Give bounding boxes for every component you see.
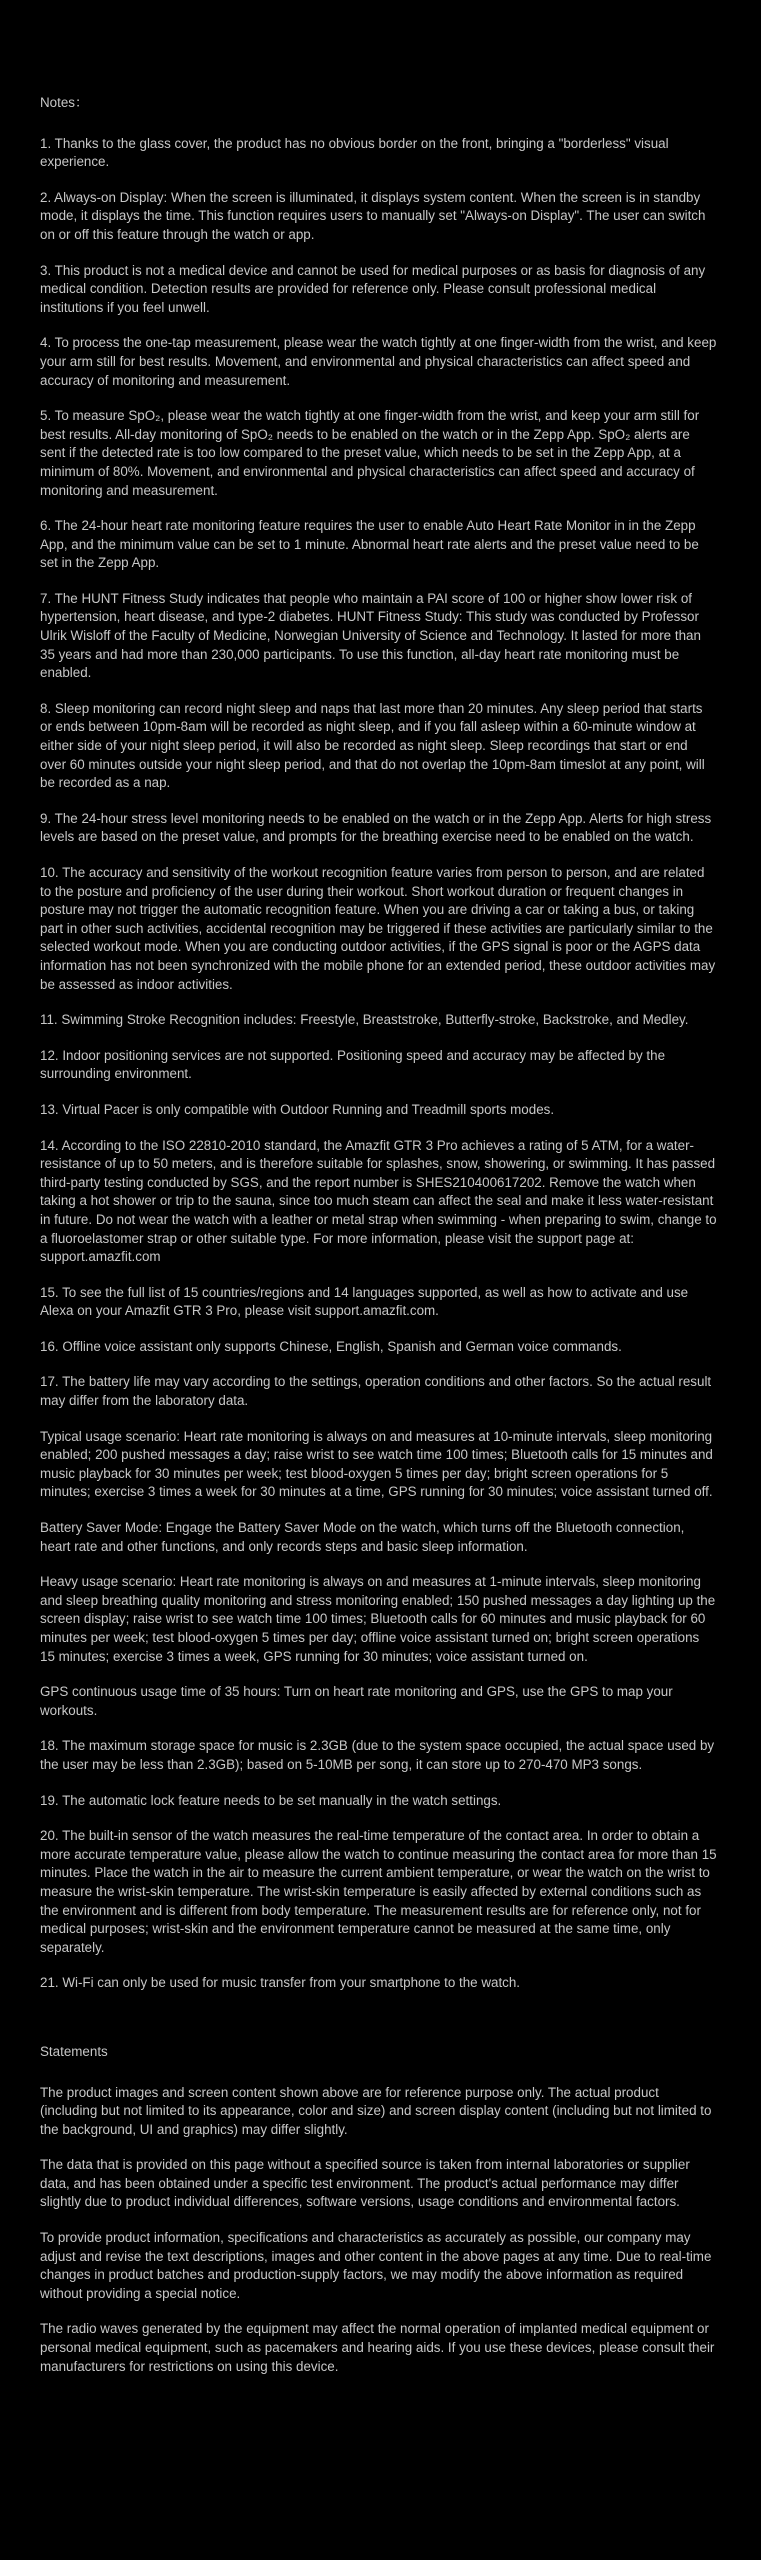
note-paragraph: 21. Wi-Fi can only be used for music transfer from your smartphone to the watch. [40, 1975, 521, 1991]
note-paragraph: 6. The 24-hour heart rate monitoring feature requires the user to enable Auto Heart Rate Monitor in in the Zepp App, and the minimum value can be set to 1 minute. Abnormal heart rate alerts and the preset value need to be set in the Zepp App. [40, 518, 703, 571]
notes-paragraph-list [40, 135, 721, 1993]
note-paragraph: Typical usage scenario: Heart rate monitoring is always on and measures at 10-minute intervals, sleep monitoring enabled; 200 pushed messages a day; raise wrist to see watch time 100 times; Bluetooth calls for 15 minutes and music playback for 30 minutes per week; test blood-oxygen 5 times per day; bright screen operations for 5 minutes; exercise 3 times a week for 30 minutes at a time, GPS running for 30 minutes; voice assistant turned off. [40, 1428, 717, 1500]
note-paragraph: 7. The HUNT Fitness Study indicates that people who maintain a PAI score of 100 or higher show lower risk of hypertension, heart disease, and type-2 diabetes. HUNT Fitness Study: This study was conducted by Professor Ulrik Wisloff of the Faculty of Medicine, Norwegian University of Science and Technology. It lasted for more than 35 years and had more than 230,000 participants. To use this function, all-day heart rate monitoring must be enabled. [40, 590, 705, 681]
note-paragraph: GPS continuous usage time of 35 hours: Turn on heart rate monitoring and GPS, use the GPS to map your workouts. [40, 1684, 677, 1718]
statement-paragraph: The product images and screen content shown above are for reference purpose only. The actual product (including but not limited to its appearance, color and size) and screen display content (including but not limited to the background, UI and graphics) may differ slightly. [40, 2084, 716, 2137]
note-paragraph: 14. According to the ISO 22810-2010 standard, the Amazfit GTR 3 Pro achieves a rating of 5 ATM, for a water-resistance of up to 50 meters, and is therefore suitable for splashes, snow, showering, or swimming. It has passed third-party testing conducted by SGS, and the report number is SHES210400617202. Remove the watch when taking a hot shower or trip to the sauna, since too much steam can affect the seal and make it less water-resistant in future. Do not wear the watch with a leather or metal strap when swimming - when preparing to swim, change to a fluoroelastomer strap or other suitable type. For more information, please visit the support page at: support.amazfit.com [40, 1137, 721, 1265]
note-paragraph: 1. Thanks to the glass cover, the product has no obvious border on the front, bringing a "borderless" visual experience. [40, 135, 673, 170]
statement-paragraph: The data that is provided on this page without a specified source is taken from internal laboratories or supplier data, and has been obtained under a specific test environment. The product's actual performance may differ slightly due to product individual differences, software versions, usage conditions and environmental factors. [40, 2157, 694, 2210]
note-paragraph: 10. The accuracy and sensitivity of the workout recognition feature varies from person to person, and are related to the posture and proficiency of the user during their workout. Short workout duration or frequent changes in posture may not trigger the automatic recognition feature. When you are driving a car or taking a bus, or taking part in other such activities, accidental recognition may be triggered if these activities are particularly similar to the selected workout mode. When you are conducting outdoor activities, if the GPS signal is poor or the AGPS data information has not been synchronized with the mobile phone for an extended period, these outdoor activities may be assessed as indoor activities. [40, 865, 719, 992]
note-paragraph: 8. Sleep monitoring can record night sleep and naps that last more than 20 minutes. Any sleep period that starts or ends between 10pm-8am will be recorded as night sleep, and if you fall asleep within a 60-minute window at either side of your night sleep period, it will also be recorded as night sleep. Sleep recordings that start or end over 60 minutes outside your night sleep period, and that do not overlap the 10pm-8am timeslot at any point, will be recorded as a nap. [40, 700, 709, 791]
notes-heading: Notes： [40, 95, 89, 110]
note-paragraph: 11. Swimming Stroke Recognition includes: Freestyle, Breaststroke, Butterfly-stroke, Backstroke, and Medley. [40, 1012, 689, 1028]
note-paragraph: 3. This product is not a medical device and cannot be used for medical purposes or as basis for diagnosis of any medical condition. Detection results are provided for reference only. Please consult professional medical institutions if you feel unwell. [40, 262, 709, 315]
statement-paragraph: To provide product information, specifications and characteristics as accurately as possible, our company may adjust and revise the text descriptions, images and other content in the above pages at any time. Due to real-time changes in product batches and production-supply factors, we may modify the above information as required without providing a special notice. [40, 2230, 716, 2301]
note-paragraph: 15. To see the full list of 15 countries/regions and 14 languages supported, as well as how to activate and use Alexa on your Amazfit GTR 3 Pro, please visit support.amazfit.com. [40, 1284, 692, 1319]
statement-paragraph: The radio waves generated by the equipment may affect the normal operation of implanted medical equipment or personal medical equipment, such as pacemakers and hearing aids. If you use these devices, please consult their manufacturers for restrictions on using this device. [40, 2321, 719, 2374]
note-paragraph: 2. Always-on Display: When the screen is illuminated, it displays system content. When the screen is in standby mode, it displays the time. This function requires users to manually set "Always-on Display". The user can switch on or off this feature through the watch or app. [40, 189, 710, 242]
notes-section [40, 94, 721, 1993]
note-paragraph: 4. To process the one-tap measurement, please wear the watch tightly at one finger-width from the wrist, and keep your arm still for best results. Movement, and environmental and physical characteristics can affect speed and accuracy of monitoring and measurement. [40, 335, 721, 388]
note-paragraph: 16. Offline voice assistant only supports Chinese, English, Spanish and German voice commands. [40, 1338, 622, 1354]
note-paragraph: Heavy usage scenario: Heart rate monitoring is always on and measures at 1-minute intervals, sleep monitoring and sleep breathing quality monitoring and stress monitoring enabled; 150 pushed messages a day lighting up the screen display; raise wrist to see watch time 100 times; Bluetooth calls for 60 minutes and music playback for 60 minutes per week; test blood-oxygen 5 times per day; offline voice assistant turned on; bright screen operations 15 minutes; exercise 3 times a week, GPS running for 30 minutes; voice assistant turned on. [40, 1574, 719, 1664]
note-paragraph: 20. The built-in sensor of the watch measures the real-time temperature of the contact area. In order to obtain a more accurate temperature value, please allow the watch to continue measuring the contact area for more than 15 minutes. Place the watch in the air to measure the current ambient temperature, or wear the watch on the wrist to measure the wrist-skin temperature. The wrist-skin temperature is easily affected by external conditions such as the environment and is different from body temperature. The measurement results are for reference only, not for medical purposes; wrist-skin and the environment temperature cannot be measured at the same time, only separately. [40, 1828, 721, 1955]
note-paragraph: 18. The maximum storage space for music is 2.3GB (due to the system space occupied, the actual space used by the user may be less than 2.3GB); based on 5-10MB per song, it can store up to 270-470 MP3 songs. [40, 1738, 718, 1772]
note-paragraph: Battery Saver Mode: Engage the Battery Saver Mode on the watch, which turns off the Bluetooth connection, heart rate and other functions, and only records steps and basic sleep information. [40, 1520, 689, 1554]
statements-paragraph-list [40, 2084, 717, 2377]
note-paragraph: 13. Virtual Pacer is only compatible with Outdoor Running and Treadmill sports modes. [40, 1101, 555, 1117]
statements-heading: Statements [40, 2043, 108, 2059]
note-paragraph: 5. To measure SpO₂, please wear the watch tightly at one finger-width from the wrist, and keep your arm still for best results. All-day monitoring of SpO₂ needs to be enabled on the watch or in the Zepp App. SpO₂ alerts are sent if the detected rate is too low compared to the preset value, which needs to be set in the Zepp App, at a minimum of 80%. Movement, and environmental and physical characteristics can affect speed and accuracy of monitoring and measurement. [40, 408, 703, 498]
statements-section [40, 2043, 717, 2376]
note-paragraph: 19. The automatic lock feature needs to be set manually in the watch settings. [40, 1792, 502, 1808]
note-paragraph: 17. The battery life may vary according to the settings, operation conditions and other factors. So the actual result may differ from the laboratory data. [40, 1374, 715, 1409]
note-paragraph: 9. The 24-hour stress level monitoring needs to be enabled on the watch or in the Zepp App. Alerts for high stress levels are based on the preset value, and prompts for the breathing exercise need to be enabled on the watch. [40, 810, 715, 845]
note-paragraph: 12. Indoor positioning services are not supported. Positioning speed and accuracy may be affected by the surrounding environment. [40, 1047, 669, 1082]
